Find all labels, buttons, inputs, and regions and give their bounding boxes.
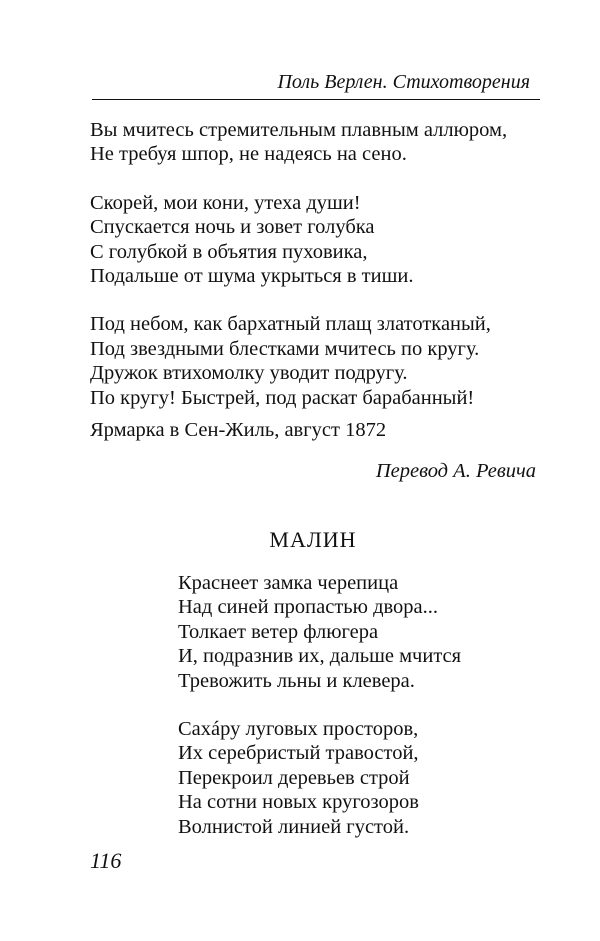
verse-line: Перекроил деревьев строй — [178, 766, 410, 789]
stanza-gap — [90, 167, 560, 191]
poem-top — [90, 118, 560, 410]
stanza — [178, 717, 558, 839]
verse-line: Не требуя шпор, не надеясь на сено. — [90, 143, 407, 166]
place-date: Ярмарка в Сен-Жиль, август 1872 — [90, 419, 387, 441]
verse-line: Под звездными блестками мчитесь по кругу. — [90, 337, 480, 360]
poem-title: МАЛИН — [269, 527, 357, 552]
verse-line: Скорей, мои кони, утеха души! — [90, 191, 361, 214]
verse-line: По кругу! Быстрей, под раскат барабанный! — [90, 386, 475, 409]
verse-line: Над синей пропастью двора... — [178, 596, 439, 619]
stanza-gap — [90, 288, 560, 312]
verse-line: Волнистой линией густой. — [178, 815, 410, 838]
stanza — [90, 118, 560, 167]
running-head: Поль Верлен. Стихотворения — [277, 71, 530, 93]
verse-line: Вы мчитесь стремительным плавным аллюром, — [90, 119, 508, 141]
verse-line: Их серебристый травостой, — [178, 742, 419, 765]
stanza — [90, 312, 560, 410]
verse-line: Дружок втихомолку уводит подругу. — [90, 362, 408, 385]
translator-credit: Перевод А. Ревича — [375, 460, 536, 482]
verse-line: Подальше от шума укрыться в тиши. — [90, 264, 414, 287]
verse-line: На сотни новых кругозоров — [178, 791, 419, 814]
verse-line: Краснеет замка черепица — [178, 572, 399, 594]
verse-line: Под небом, как бархатный плащ златотканый, — [90, 313, 491, 336]
stanza — [90, 191, 560, 289]
verse-line: Спускается ночь и зовет голубка — [90, 216, 375, 239]
verse-line: И, подразнив их, дальше мчится — [178, 645, 462, 668]
page-number: 116 — [90, 848, 122, 873]
verse-line: Сахáру луговых просторов, — [178, 717, 419, 740]
verse-line: С голубкой в объятия пуховика, — [90, 240, 368, 263]
header-rule — [92, 99, 540, 100]
poem-bottom — [178, 571, 558, 839]
verse-line: Толкает ветер флюгера — [178, 620, 379, 643]
stanza — [178, 571, 558, 693]
stanza-gap — [178, 693, 558, 717]
verse-line: Тревожить льны и клевера. — [178, 669, 415, 692]
